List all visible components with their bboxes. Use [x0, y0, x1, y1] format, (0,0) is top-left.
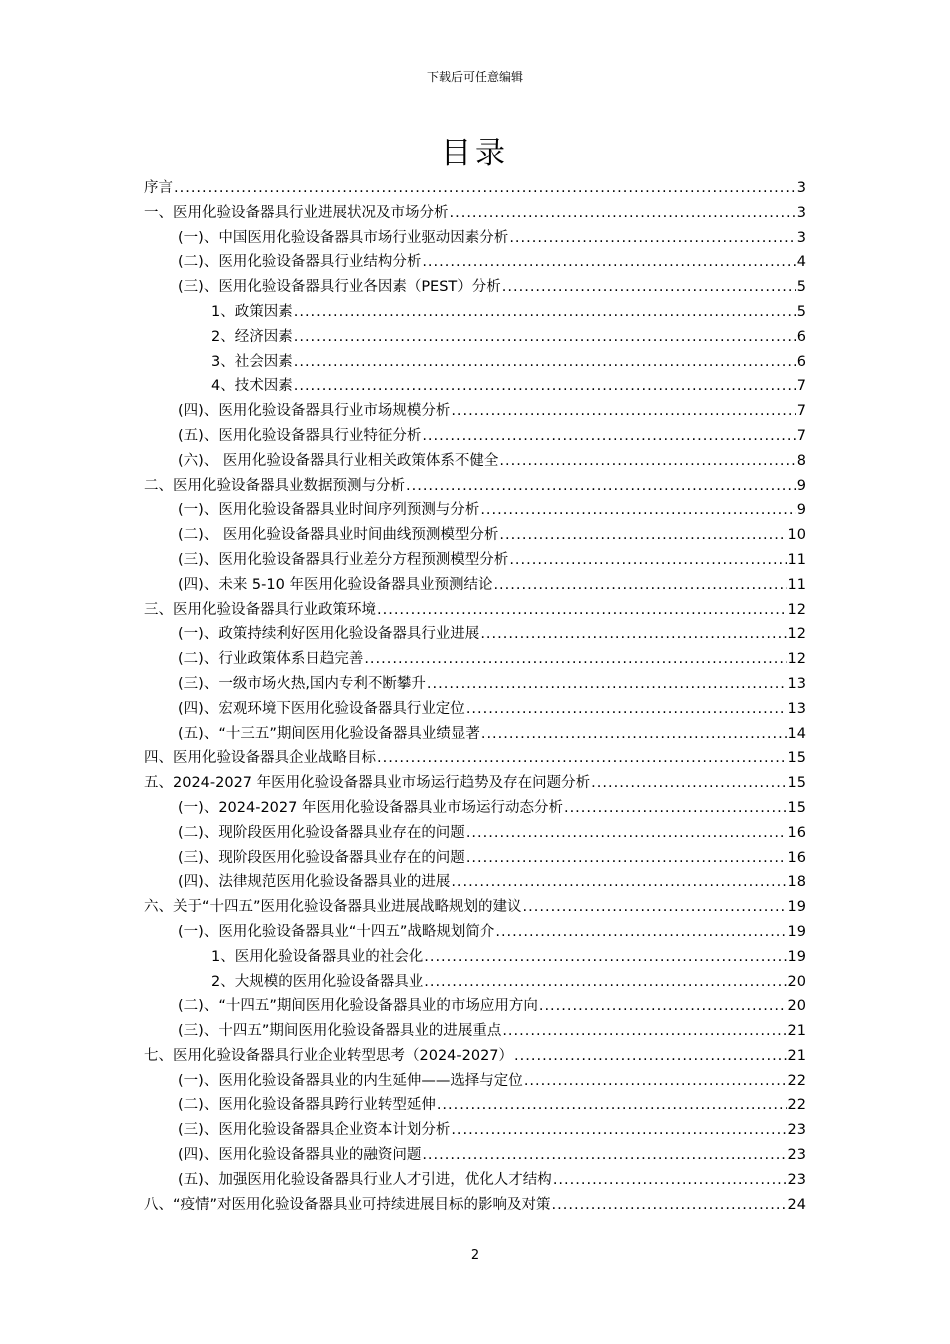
toc-dot-leader — [437, 1093, 787, 1118]
toc-entry-page: 7 — [796, 378, 806, 395]
toc-title: 目录 — [441, 136, 509, 171]
toc-entry[interactable] — [144, 647, 806, 672]
toc-entry[interactable] — [144, 226, 806, 251]
toc-dot-leader — [552, 1193, 787, 1218]
toc-dot-leader — [499, 449, 795, 474]
toc-entry[interactable] — [144, 1093, 806, 1118]
toc-entry[interactable] — [144, 672, 806, 697]
toc-entry[interactable] — [144, 1069, 806, 1094]
toc-dot-leader — [422, 1143, 786, 1168]
toc-entry-title: (四)、医用化验设备器具行业市场规模分析 — [178, 403, 451, 420]
toc-entry[interactable] — [144, 399, 806, 424]
toc-dot-leader — [294, 325, 796, 350]
toc-entry-title: 八、“疫情”对医用化验设备器具业可持续进展目标的影响及对策 — [144, 1196, 551, 1213]
toc-entry[interactable] — [144, 176, 806, 201]
toc-entry-title: (一)、政策持续利好医用化验设备器具行业进展 — [178, 626, 480, 643]
toc-entry[interactable] — [144, 573, 806, 598]
toc-entry-page: 23 — [787, 1147, 806, 1164]
toc-entry-title: (二)、现阶段医用化验设备器具业存在的问题 — [178, 824, 465, 841]
toc-entry-page: 5 — [796, 279, 806, 296]
toc-entry-page: 5 — [796, 303, 806, 320]
toc-entry-title: 1、政策因素 — [211, 303, 293, 320]
toc-entry[interactable] — [144, 945, 806, 970]
toc-entry-page: 11 — [787, 551, 806, 568]
toc-entry-title: 一、医用化验设备器具行业进展状况及市场分析 — [144, 204, 449, 221]
toc-entry[interactable] — [144, 1118, 806, 1143]
toc-entry-title: (二)、行业政策体系日趋完善 — [178, 651, 364, 668]
toc-entry[interactable] — [144, 697, 806, 722]
toc-entry-page: 20 — [787, 998, 806, 1015]
toc-dot-leader — [502, 1019, 786, 1044]
toc-entry[interactable] — [144, 1143, 806, 1168]
toc-entry[interactable] — [144, 250, 806, 275]
toc-entry[interactable] — [144, 821, 806, 846]
toc-dot-leader — [451, 870, 786, 895]
toc-dot-leader — [451, 399, 795, 424]
toc-entry[interactable] — [144, 846, 806, 871]
toc-dot-leader — [591, 771, 786, 796]
toc-dot-leader — [495, 920, 786, 945]
toc-dot-leader — [424, 970, 786, 995]
toc-entry-title: (五)、医用化验设备器具行业特征分析 — [178, 427, 422, 444]
toc-entry-title: (二)、医用化验设备器具跨行业转型延伸 — [178, 1097, 436, 1114]
toc-entry-page: 18 — [787, 874, 806, 891]
toc-entry-page: 12 — [787, 651, 806, 668]
toc-dot-leader — [422, 424, 795, 449]
toc-entry-page: 22 — [787, 1097, 806, 1114]
toc-dot-leader — [480, 498, 795, 523]
toc-entry[interactable] — [144, 201, 806, 226]
toc-entry-page: 24 — [787, 1196, 806, 1213]
toc-dot-leader — [466, 846, 787, 871]
toc-entry-page: 10 — [787, 527, 806, 544]
toc-entry[interactable] — [144, 300, 806, 325]
toc-dot-leader — [422, 250, 795, 275]
toc-entry-page: 14 — [787, 725, 806, 742]
toc-entry-page: 23 — [787, 1171, 806, 1188]
toc-entry-page: 15 — [787, 799, 806, 816]
toc-entry-page: 16 — [787, 849, 806, 866]
toc-dot-leader — [466, 821, 787, 846]
toc-entry-title: 二、医用化验设备器具业数据预测与分析 — [144, 477, 405, 494]
toc-entry[interactable] — [144, 870, 806, 895]
toc-entry[interactable] — [144, 1044, 806, 1069]
toc-entry-page: 7 — [796, 403, 806, 420]
table-of-contents — [144, 176, 806, 1217]
toc-entry-page: 20 — [787, 973, 806, 990]
toc-dot-leader — [450, 201, 796, 226]
toc-dot-leader — [294, 300, 796, 325]
toc-entry[interactable] — [144, 771, 806, 796]
toc-entry-page: 19 — [787, 923, 806, 940]
toc-dot-leader — [480, 622, 786, 647]
toc-dot-leader — [499, 523, 786, 548]
toc-entry[interactable] — [144, 994, 806, 1019]
toc-entry[interactable] — [144, 374, 806, 399]
toc-entry-title: (五)、加强医用化验设备器具行业人才引进，优化人才结构 — [178, 1171, 552, 1188]
toc-dot-leader — [294, 374, 796, 399]
toc-entry[interactable] — [144, 325, 806, 350]
toc-dot-leader — [364, 647, 786, 672]
page-header-note: 下载后可任意编辑 — [426, 70, 523, 84]
toc-dot-leader — [493, 573, 786, 598]
toc-entry[interactable] — [144, 498, 806, 523]
toc-entry-page: 9 — [796, 502, 806, 519]
toc-entry-title: (三)、现阶段医用化验设备器具业存在的问题 — [178, 849, 465, 866]
toc-entry[interactable] — [144, 622, 806, 647]
toc-dot-leader — [524, 1069, 787, 1094]
toc-entry[interactable] — [144, 523, 806, 548]
toc-entry-title: (三)、十四五”期间医用化验设备器具业的进展重点 — [178, 1023, 502, 1040]
toc-entry-page: 16 — [787, 824, 806, 841]
toc-entry-page: 3 — [796, 180, 806, 196]
toc-entry-title: 七、医用化验设备器具行业企业转型思考（2024-2027） — [144, 1047, 514, 1064]
toc-entry-page: 8 — [796, 452, 806, 469]
toc-entry-title: (一)、医用化验设备器具业时间序列预测与分析 — [178, 502, 480, 519]
toc-entry-title: (一)、医用化验设备器具业“十四五”战略规划简介 — [178, 923, 495, 940]
toc-entry-title: 六、关于“十四五”医用化验设备器具业进展战略规划的建议 — [144, 899, 522, 916]
toc-dot-leader — [377, 746, 787, 771]
toc-entry-page: 21 — [787, 1047, 806, 1064]
toc-entry-title: 3、社会因素 — [211, 353, 293, 370]
toc-dot-leader — [509, 226, 795, 251]
toc-entry[interactable] — [144, 895, 806, 920]
toc-entry-title: (三)、医用化验设备器具行业各因素（PEST）分析 — [178, 279, 501, 296]
toc-dot-leader — [539, 994, 787, 1019]
toc-entry-page: 19 — [787, 899, 806, 916]
toc-dot-leader — [427, 672, 787, 697]
toc-entry[interactable] — [144, 1193, 806, 1218]
toc-entry[interactable] — [144, 424, 806, 449]
toc-dot-leader — [294, 350, 796, 375]
toc-entry-title: 1、医用化验设备器具业的社会化 — [211, 948, 424, 965]
toc-entry-page: 3 — [796, 204, 806, 221]
toc-entry-title: 4、技术因素 — [211, 378, 293, 395]
toc-entry[interactable] — [144, 920, 806, 945]
toc-dot-leader — [174, 176, 796, 201]
toc-entry-title: 四、医用化验设备器具企业战略目标 — [144, 750, 376, 767]
toc-entry-page: 3 — [796, 229, 806, 246]
toc-entry[interactable] — [144, 548, 806, 573]
toc-entry[interactable] — [144, 722, 806, 747]
toc-entry-title: (四)、宏观环境下医用化验设备器具行业定位 — [178, 700, 465, 717]
toc-entry[interactable] — [144, 746, 806, 771]
toc-entry-page: 7 — [796, 427, 806, 444]
toc-dot-leader — [509, 548, 786, 573]
toc-entry-page: 6 — [796, 353, 806, 370]
toc-entry-page: 21 — [787, 1023, 806, 1040]
toc-entry-title: (二)、医用化验设备器具行业结构分析 — [178, 254, 422, 271]
toc-entry-title: (四)、未来 5-10 年医用化验设备器具业预测结论 — [178, 576, 493, 593]
toc-entry[interactable] — [144, 1168, 806, 1193]
toc-entry-page: 19 — [787, 948, 806, 965]
toc-entry-title: 2、经济因素 — [211, 328, 293, 345]
toc-entry-title: (五)、“十三五”期间医用化验设备器具业绩显著 — [178, 725, 480, 742]
toc-entry-page: 12 — [787, 601, 806, 618]
toc-entry-title: (四)、法律规范医用化验设备器具业的进展 — [178, 874, 451, 891]
toc-entry-page: 6 — [796, 328, 806, 345]
toc-dot-leader — [564, 796, 787, 821]
toc-entry-title: (一)、2024-2027 年医用化验设备器具业市场运行动态分析 — [178, 799, 563, 816]
toc-entry-title: (六)、 医用化验设备器具行业相关政策体系不健全 — [178, 452, 499, 469]
toc-entry[interactable] — [144, 796, 806, 821]
toc-entry[interactable] — [144, 1019, 806, 1044]
toc-entry-title: 五、2024-2027 年医用化验设备器具业市场运行趋势及存在问题分析 — [144, 775, 591, 792]
toc-dot-leader — [451, 1118, 786, 1143]
page-number: 2 — [470, 1248, 480, 1263]
toc-entry-title: 序言 — [144, 180, 173, 196]
toc-entry-title: 2、大规模的医用化验设备器具业 — [211, 973, 424, 990]
toc-entry-title: (一)、医用化验设备器具业的内生延伸——选择与定位 — [178, 1072, 523, 1089]
toc-entry-title: (四)、医用化验设备器具业的融资问题 — [178, 1147, 422, 1164]
toc-entry-title: 三、医用化验设备器具行业政策环境 — [144, 601, 376, 618]
toc-entry[interactable] — [144, 350, 806, 375]
toc-dot-leader — [514, 1044, 787, 1069]
toc-dot-leader — [377, 598, 787, 623]
toc-entry-page: 9 — [796, 477, 806, 494]
toc-entry[interactable] — [144, 449, 806, 474]
toc-entry-page: 12 — [787, 626, 806, 643]
toc-entry-page: 4 — [796, 254, 806, 271]
toc-entry-title: (三)、医用化验设备器具企业资本计划分析 — [178, 1122, 451, 1139]
toc-entry-title: (三)、一级市场火热,国内专利不断攀升 — [178, 675, 426, 692]
toc-dot-leader — [523, 895, 787, 920]
toc-dot-leader — [481, 722, 787, 747]
toc-dot-leader — [553, 1168, 787, 1193]
toc-entry-page: 23 — [787, 1122, 806, 1139]
toc-entry[interactable] — [144, 275, 806, 300]
toc-entry[interactable] — [144, 598, 806, 623]
toc-dot-leader — [502, 275, 796, 300]
toc-entry-title: (二)、 医用化验设备器具业时间曲线预测模型分析 — [178, 527, 499, 544]
toc-entry-page: 11 — [787, 576, 806, 593]
toc-dot-leader — [406, 474, 796, 499]
toc-entry-page: 13 — [787, 675, 806, 692]
toc-dot-leader — [466, 697, 787, 722]
toc-entry[interactable] — [144, 970, 806, 995]
toc-entry-page: 13 — [787, 700, 806, 717]
toc-entry-page: 15 — [787, 775, 806, 792]
toc-entry[interactable] — [144, 474, 806, 499]
toc-entry-title: (三)、医用化验设备器具行业差分方程预测模型分析 — [178, 551, 509, 568]
toc-entry-title: (一)、中国医用化验设备器具市场行业驱动因素分析 — [178, 229, 509, 246]
toc-entry-page: 15 — [787, 750, 806, 767]
toc-dot-leader — [424, 945, 786, 970]
toc-entry-page: 22 — [787, 1072, 806, 1089]
toc-entry-title: (二)、“十四五”期间医用化验设备器具业的市场应用方向 — [178, 998, 538, 1015]
